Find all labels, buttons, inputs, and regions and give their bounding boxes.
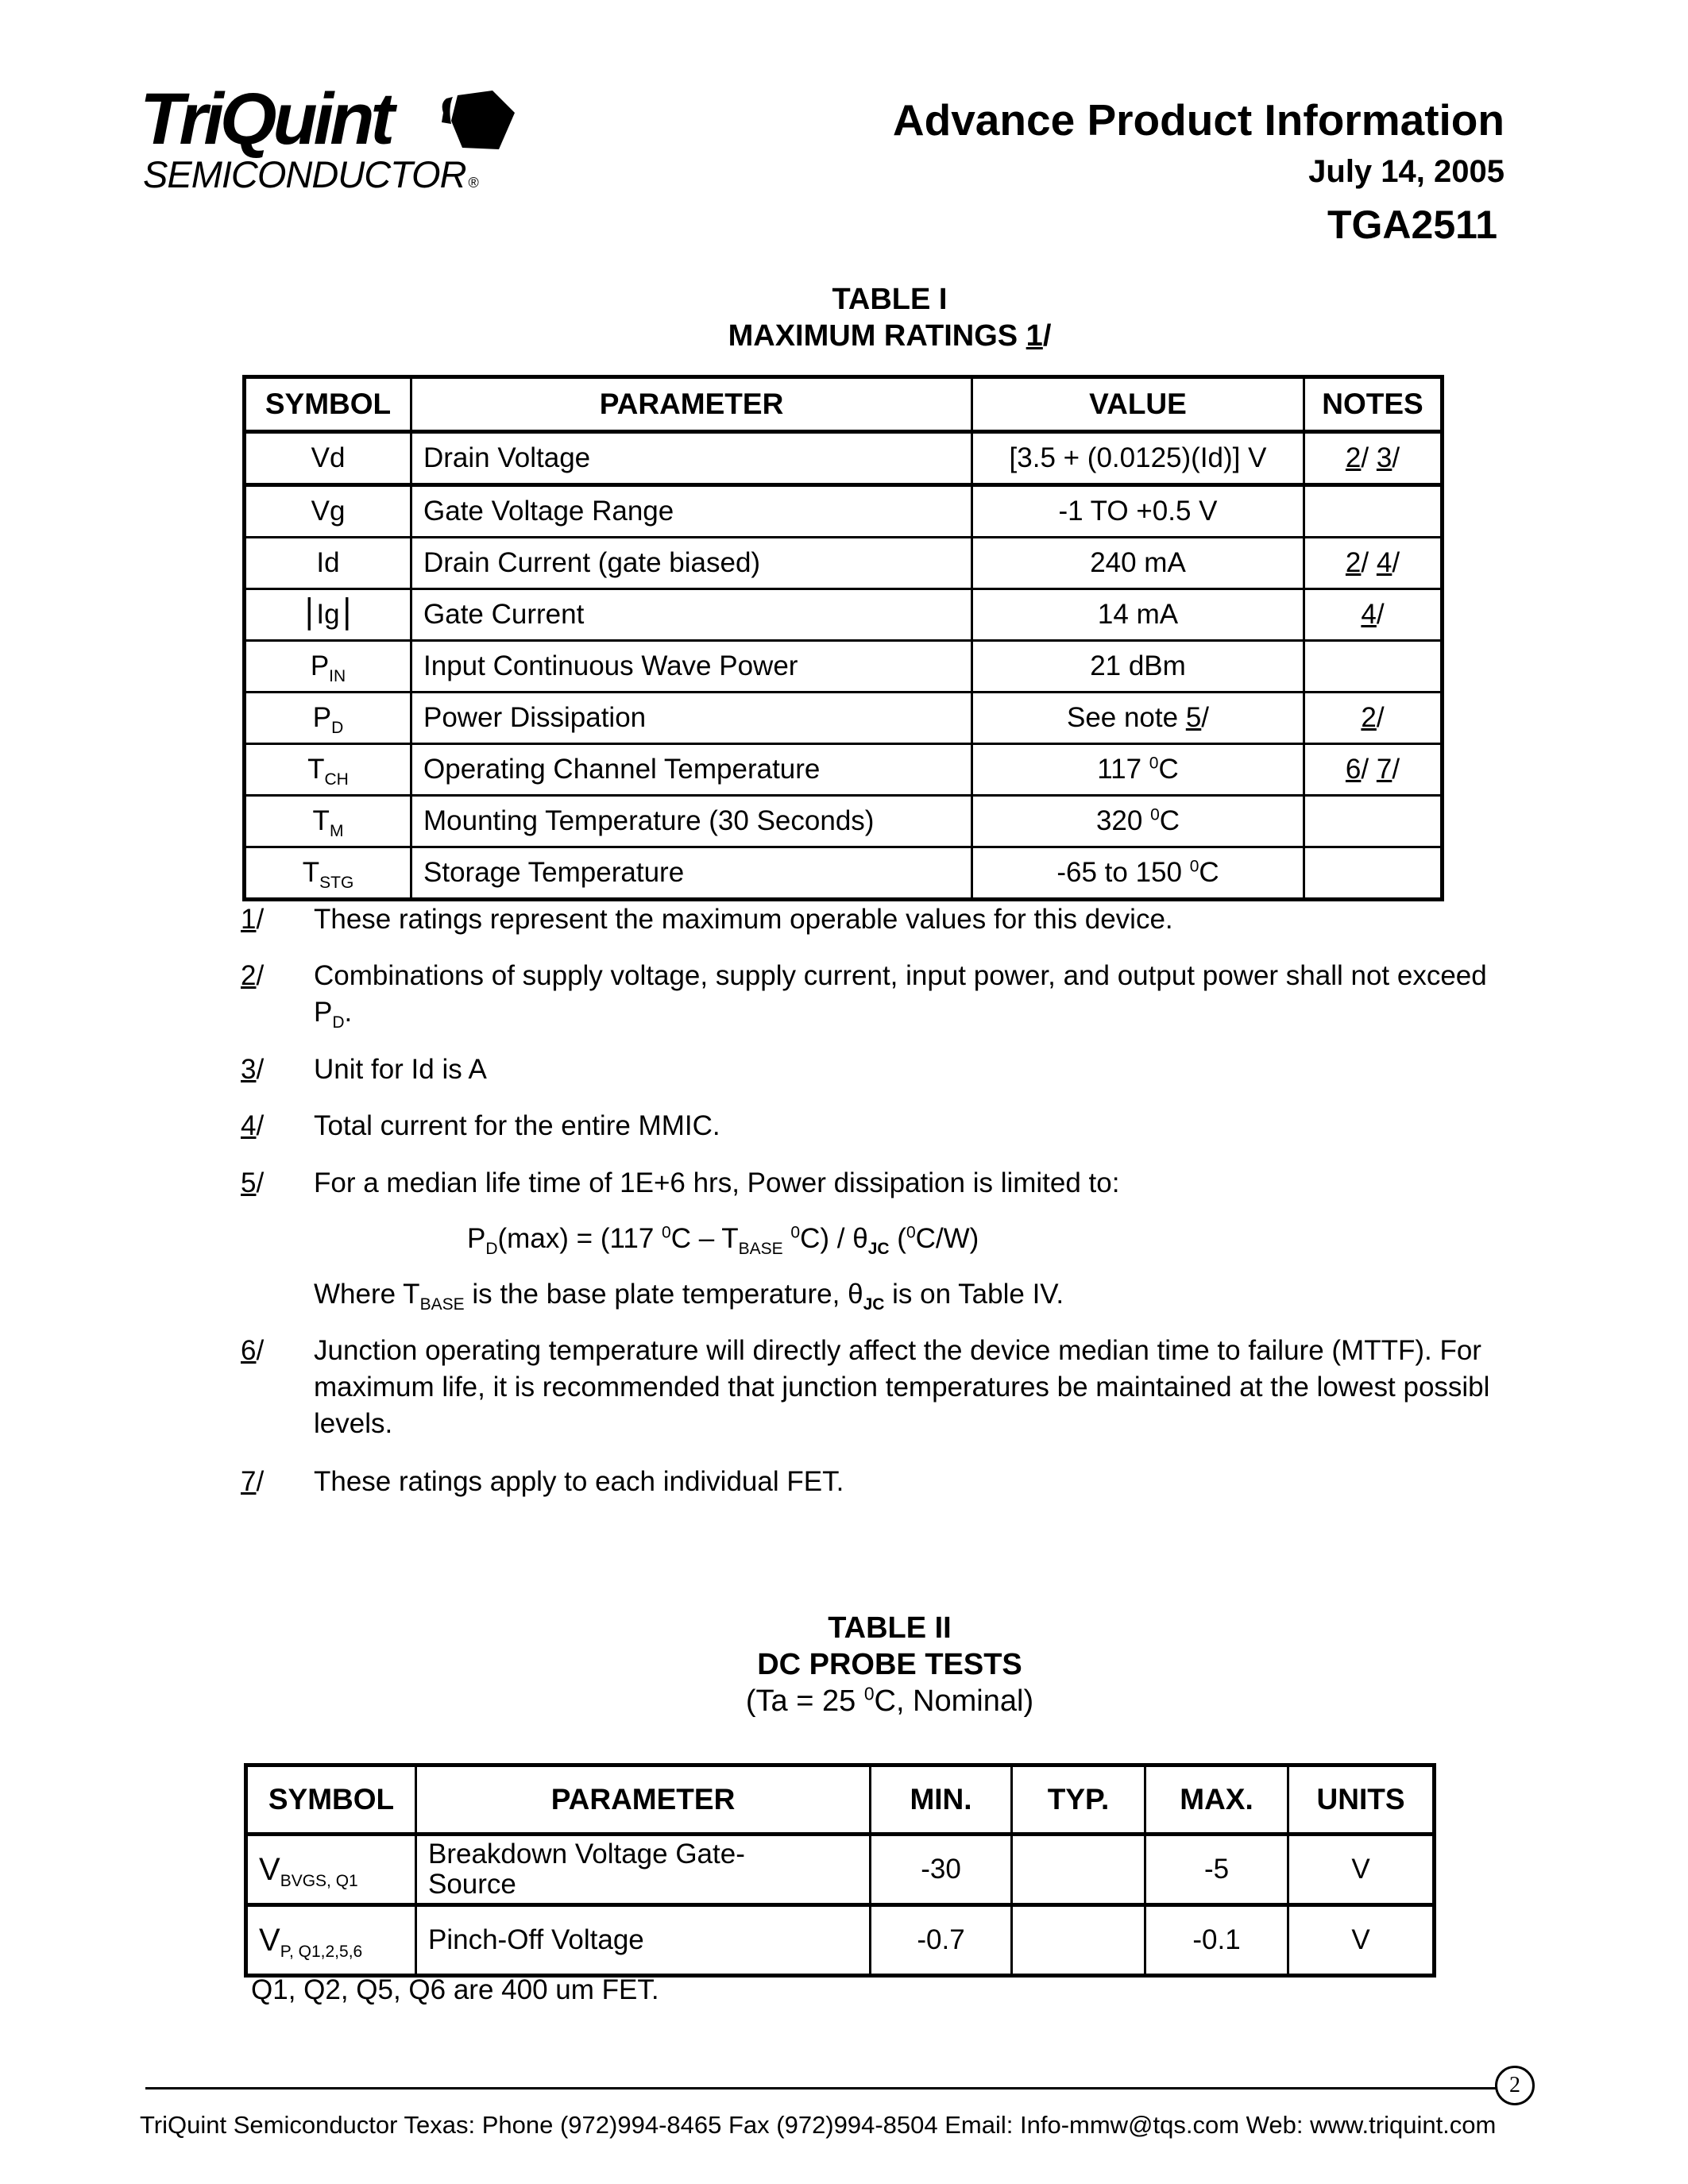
parameter-cell: Storage Temperature — [411, 847, 972, 900]
dc-probe-tests-table — [244, 1763, 1436, 1978]
table-row — [245, 847, 1443, 900]
table-row — [245, 432, 1443, 485]
max-cell: -0.1 — [1145, 1905, 1288, 1976]
column-header: SYMBOL — [246, 1765, 416, 1835]
value-cell: 240 mA — [972, 538, 1304, 589]
max-cell: -5 — [1145, 1835, 1288, 1905]
notes-cell — [1304, 847, 1443, 900]
value-cell: -65 to 150 $^0$C — [972, 847, 1304, 900]
note-reference: 6 — [1345, 754, 1362, 785]
note-text: Combinations of supply voltage, supply current, input power, and output power shall not exceed $P_D$. — [314, 960, 1487, 1032]
notes-cell: 2/ — [1304, 693, 1443, 744]
note-reference: 2 — [1345, 442, 1362, 473]
column-header: VALUE — [972, 377, 1304, 432]
table1-caption: TABLE I MAXIMUM RATINGS 1/ — [728, 283, 1052, 353]
note-number: 2/ — [241, 960, 265, 991]
symbol-cell: $T_{STG}$ — [245, 847, 411, 900]
note-text: Total current for the entire MMIC. — [314, 1110, 720, 1141]
symbol-cell: Vd — [245, 432, 411, 485]
notes-cell: 6/ 7/ — [1304, 744, 1443, 796]
maximum-ratings-table — [242, 375, 1444, 901]
note-reference: 4 — [1361, 599, 1377, 630]
parameter-cell: Operating Channel Temperature — [411, 744, 972, 796]
parameter-cell: Gate Current — [411, 589, 972, 641]
note-number: 5/ — [241, 1167, 265, 1198]
typ-cell — [1012, 1835, 1145, 1905]
table-row — [246, 1835, 1435, 1905]
note-reference: 7 — [1376, 754, 1393, 785]
min-cell: -0.7 — [871, 1905, 1012, 1976]
symbol-cell: $V_{BVGS, Q1}$ — [246, 1835, 416, 1905]
notes-cell — [1304, 796, 1443, 847]
column-header: TYP. — [1012, 1765, 1145, 1835]
units-cell: V — [1288, 1835, 1435, 1905]
parameter-cell: Pinch-Off Voltage — [416, 1905, 871, 1976]
value-cell: 14 mA — [972, 589, 1304, 641]
power-dissipation-formula: $P_D(\max) = (117$ $^0C - T_{BASE}$ $^0C) / \theta_{JC}$ ($^0$C/W) — [467, 1223, 979, 1258]
note-number: 4/ — [241, 1110, 265, 1141]
logo-wordmark: TriQuint — [140, 79, 392, 160]
parameter-cell: Input Continuous Wave Power — [411, 641, 972, 693]
units-cell: V — [1288, 1905, 1435, 1976]
note-reference: 3 — [1376, 442, 1393, 473]
note-reference: 2 — [1345, 547, 1362, 578]
column-header: UNITS — [1288, 1765, 1435, 1835]
note-number: 6/ — [241, 1335, 265, 1366]
typ-cell — [1012, 1905, 1145, 1976]
table-row — [245, 485, 1443, 538]
notes-cell: 2/ 4/ — [1304, 538, 1443, 589]
logo-pentagon-icon — [435, 89, 524, 156]
note-reference: 2 — [1361, 702, 1377, 733]
note-number: 1/ — [241, 904, 265, 935]
table-row — [245, 589, 1443, 641]
value-cell: -1 TO +0.5 V — [972, 485, 1304, 538]
notes-cell: 4/ — [1304, 589, 1443, 641]
value-cell: 117 $^0$C — [972, 744, 1304, 796]
symbol-cell: $T_M$ — [245, 796, 411, 847]
document-title: Advance Product Information — [892, 95, 1505, 145]
table-row — [245, 538, 1443, 589]
logo-subtitle: SEMICONDUCTOR ® — [143, 153, 478, 195]
note-text: These ratings apply to each individual FET. — [314, 1466, 844, 1497]
parameter-cell: Drain Voltage — [411, 432, 972, 485]
table2-caption: TABLE II DC PROBE TESTS (Ta = 25 $^0$C, Nominal) — [745, 1611, 1034, 1718]
parameter-cell: Power Dissipation — [411, 693, 972, 744]
note-text: For a median life time of 1E+6 hrs, Power dissipation is limited to: — [314, 1167, 1120, 1198]
formula-explanation: Where $T_{BASE}$ is the base plate temperature, $\theta_{JC}$ is on Table IV. — [314, 1279, 1064, 1314]
table-row — [246, 1905, 1435, 1976]
parameter-cell: Drain Current (gate biased) — [411, 538, 972, 589]
note-number: 7/ — [241, 1466, 265, 1497]
note-text: These ratings represent the maximum operable values for this device. — [314, 904, 1173, 935]
notes-cell — [1304, 485, 1443, 538]
symbol-cell: $V_{P, Q1,2,5,6}$ — [246, 1905, 416, 1976]
table-row — [245, 796, 1443, 847]
parameter-cell: Gate Voltage Range — [411, 485, 972, 538]
fet-footnote: Q1, Q2, Q5, Q6 are 400 um FET. — [251, 1974, 659, 2005]
document-date: July 14, 2005 — [1308, 154, 1505, 189]
table-row — [245, 693, 1443, 744]
part-number: TGA2511 — [1327, 203, 1497, 247]
column-header: PARAMETER — [416, 1765, 871, 1835]
note-reference: 4 — [1376, 547, 1393, 578]
value-cell: 21 dBm — [972, 641, 1304, 693]
table-row — [245, 641, 1443, 693]
column-header: PARAMETER — [411, 377, 972, 432]
note-text: Unit for Id is A — [314, 1054, 487, 1085]
column-header: SYMBOL — [245, 377, 411, 432]
note-number: 3/ — [241, 1054, 265, 1085]
value-cell: See note 5/ — [972, 693, 1304, 744]
footer-contact: TriQuint Semiconductor Texas: Phone (972)994-8465 Fax (972)994-8504 Email: Info-mmw@tqs.com Web: www.triquint.com — [140, 2111, 1497, 2139]
table-header-row — [245, 377, 1443, 432]
symbol-cell: Vg — [245, 485, 411, 538]
symbol-cell: $P_{IN}$ — [245, 641, 411, 693]
min-cell: -30 — [871, 1835, 1012, 1905]
parameter-cell: Breakdown Voltage Gate- Source — [416, 1835, 871, 1905]
notes-cell — [1304, 641, 1443, 693]
footer-divider — [145, 2087, 1496, 2089]
table-row — [245, 744, 1443, 796]
value-cell: 320 $^0$C — [972, 796, 1304, 847]
table-header-row — [246, 1765, 1435, 1835]
column-header: MIN. — [871, 1765, 1012, 1835]
parameter-cell: Mounting Temperature (30 Seconds) — [411, 796, 972, 847]
notes-cell: 2/ 3/ — [1304, 432, 1443, 485]
column-header: NOTES — [1304, 377, 1443, 432]
symbol-cell: ⎮Ig⎮ — [245, 589, 411, 641]
value-cell: [3.5 + (0.0125)(Id)] V — [972, 432, 1304, 485]
note-text: Junction operating temperature will directly affect the device median time to failure (MTTF). For maximum life, it is recommended that junction temperatures be maintained at the lowest possibl levels. — [314, 1335, 1490, 1439]
column-header: MAX. — [1145, 1765, 1288, 1835]
symbol-cell: Id — [245, 538, 411, 589]
symbol-cell: $T_{CH}$ — [245, 744, 411, 796]
page-number: 2 — [1495, 2066, 1535, 2105]
symbol-cell: $P_D$ — [245, 693, 411, 744]
